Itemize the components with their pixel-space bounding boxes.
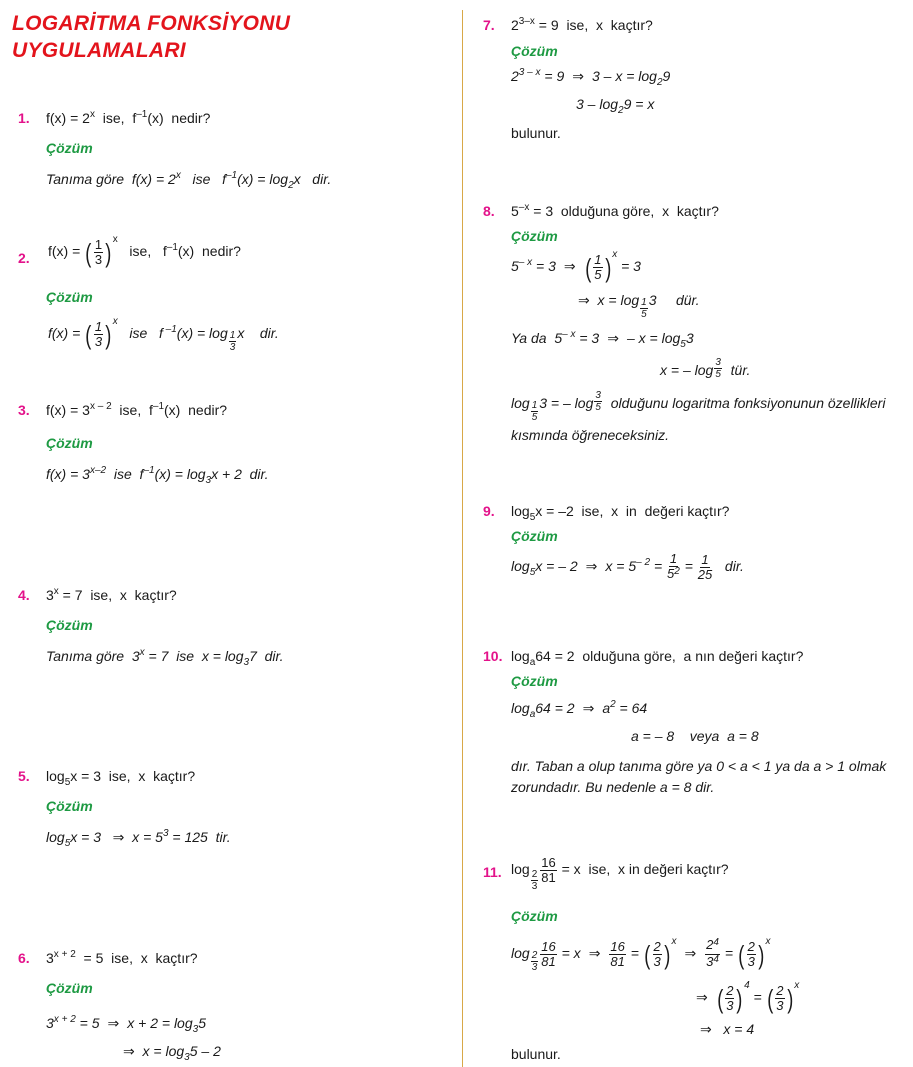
solution-line: $5^{- x} = 3$ ⇒ ( $\frac{1}{5}$ )$^x$ = 3 [511, 249, 641, 283]
problem-question: $5^{-x} = 3$ olduğuna göre, x kaçtır? [511, 202, 719, 219]
problem-number: 3. [18, 402, 30, 418]
solution-line: $3^{x + 2} = 5$ ⇒ $x + 2 = \log_35$ [46, 1014, 206, 1035]
problem-number: 6. [18, 950, 30, 966]
title-line-1: LOGARİTMA FONKSİYONU [12, 12, 291, 35]
problem-number: 7. [483, 17, 495, 33]
title-line-2: UYGULAMALARI [12, 39, 186, 62]
problem-question: $f(x) = 3^{x - 2}$ ise, $f^{-1}(x)$ nedir? [46, 401, 228, 418]
solution-label: Çözüm [511, 528, 558, 544]
solution-label: Çözüm [46, 435, 93, 451]
solution-line: Ya da $5^{- x} = 3$ ⇒ – $x = \log_53$ [511, 329, 694, 350]
solution-line: ⇒ $x = \log_35 - 2$ [123, 1043, 221, 1063]
problem-number: 4. [18, 587, 30, 603]
problem-question: $f(x) = 2^x$ ise, $f^{-1}(x)$ nedir? [46, 109, 211, 126]
solution-label: Çözüm [511, 43, 558, 59]
problem-number: 9. [483, 503, 495, 519]
solution-label: Çözüm [46, 140, 93, 156]
problem-question: $\log_5x = -2$ ise, x in değeri kaçtır? [511, 503, 730, 523]
page-title [12, 10, 290, 64]
solution-label: Çözüm [46, 289, 93, 305]
solution-label: Çözüm [511, 228, 558, 244]
solution-line: $\log_5x = 3$ ⇒ $x = 5^3 = 125$ tir. [46, 828, 231, 849]
problem-question: log $\frac{2}{3}$ $\frac{16}{81}$ = x ise, x in değeri kaçtır? [511, 855, 729, 892]
problem-number: 5. [18, 768, 30, 784]
solution-note: log $\frac{1}{5}$ 3 = – log $\frac{3}{5}$ olduğunu logaritma fonksiyonunun özellikleri [511, 390, 886, 423]
solution-line: x = – log $\frac{3}{5}$ tür. [660, 357, 751, 380]
solution-line: $f(x) = 3^{x-2}$ ise $f^{-1}(x) = \log_3x + 2$ dir. [46, 465, 269, 486]
solution-line: $\log_5x$ = – 2 ⇒ $x = 5^{- 2}$ = $\frac{1}{5^2}$ = $\frac{1}{25}$ dir. [511, 551, 744, 582]
solution-conclusion: bulunur. [511, 1046, 561, 1062]
solution-line: $3 - \log_29 = x$ [576, 96, 655, 116]
problem-number: 1. [18, 110, 30, 126]
solution-line: log $\frac{2}{3}$ $\frac{16}{81}$ = x ⇒ $\frac{16}{81}$ = ( $\frac{2}{3}$ )$^x$⇒ $\frac{2^4}{3^4}$ = ( $\frac{2}{3}$ )$^x$ [511, 936, 771, 973]
solution-text: Ya da [511, 330, 547, 346]
solution-line: $2^{3 - x} = 9$ ⇒ $3 - x = \log_29$ [511, 67, 671, 88]
solution-label: Çözüm [511, 908, 558, 924]
solution-line: Tanıma göre $3^x = 7$ ise $x = \log_37$ dir. [46, 647, 284, 668]
problem-number: 10. [483, 648, 503, 664]
solution-line: $\log_a64 = 2$ ⇒ $a^2 = 64$ [511, 699, 648, 720]
problem-question: $3^{x + 2} = 5$ ise, x kaçtır? [46, 949, 198, 966]
solution-text: dir. [312, 171, 332, 187]
solution-line: ⇒ x = log $\frac{1}{5}$ 3 dür. [578, 292, 700, 320]
solution-conclusion: bulunur. [511, 125, 561, 141]
solution-text: ise [192, 171, 211, 187]
problem-question: $\log_a64 = 2$ olduğuna göre, a nın değeri kaçtır? [511, 648, 804, 668]
solution-note: kısmında öğreneceksiniz. [511, 427, 669, 443]
problem-question: $2^{3-x} = 9$ ise, x kaçtır? [511, 16, 653, 33]
solution-label: Çözüm [511, 673, 558, 689]
solution-line: Tanıma göre $f(x) = 2^x$ ise $f^{-1}(x) = \log_2x$ dir. [46, 170, 332, 191]
problem-number: 8. [483, 203, 495, 219]
solution-label: Çözüm [46, 798, 93, 814]
solution-line: a = – 8 veya a = 8 [631, 728, 759, 744]
solution-line: ⇒ x = 4 [700, 1021, 755, 1037]
problem-question: f(x) = ( $\frac{1}{3}$ )$^x$ ise, $f^{-1}(x)$ nedir? [48, 234, 241, 268]
solution-note: dır. Taban a olup tanıma göre ya 0 < a < 1 ya da a > 1 olmak [511, 758, 887, 774]
solution-text: Tanıma göre [46, 171, 125, 187]
problem-number: 11. [483, 864, 502, 880]
solution-label: Çözüm [46, 617, 93, 633]
problem-question: $3^x = 7$ ise, x kaçtır? [46, 586, 177, 603]
solution-text: Tanıma göre [46, 648, 125, 664]
solution-note: zorundadır. Bu nedenle a = 8 dir. [511, 779, 715, 795]
solution-line: f(x) = ( $\frac{1}{3}$ )$^x$ ise f $^{-1}$(x) = log $\frac{1}{3}$ x dir. [48, 316, 279, 353]
problem-number: 2. [18, 250, 30, 266]
solution-label: Çözüm [46, 980, 93, 996]
solution-text: olduğunu logaritma fonksiyonunun özellikleri [610, 395, 886, 412]
problem-question: $\log_5x = 3$ ise, x kaçtır? [46, 768, 196, 788]
column-divider [462, 10, 463, 1067]
solution-line: ⇒ ( $\frac{2}{3}$ )$^4$ = ( $\frac{2}{3}$ )$^x$ [696, 980, 800, 1014]
